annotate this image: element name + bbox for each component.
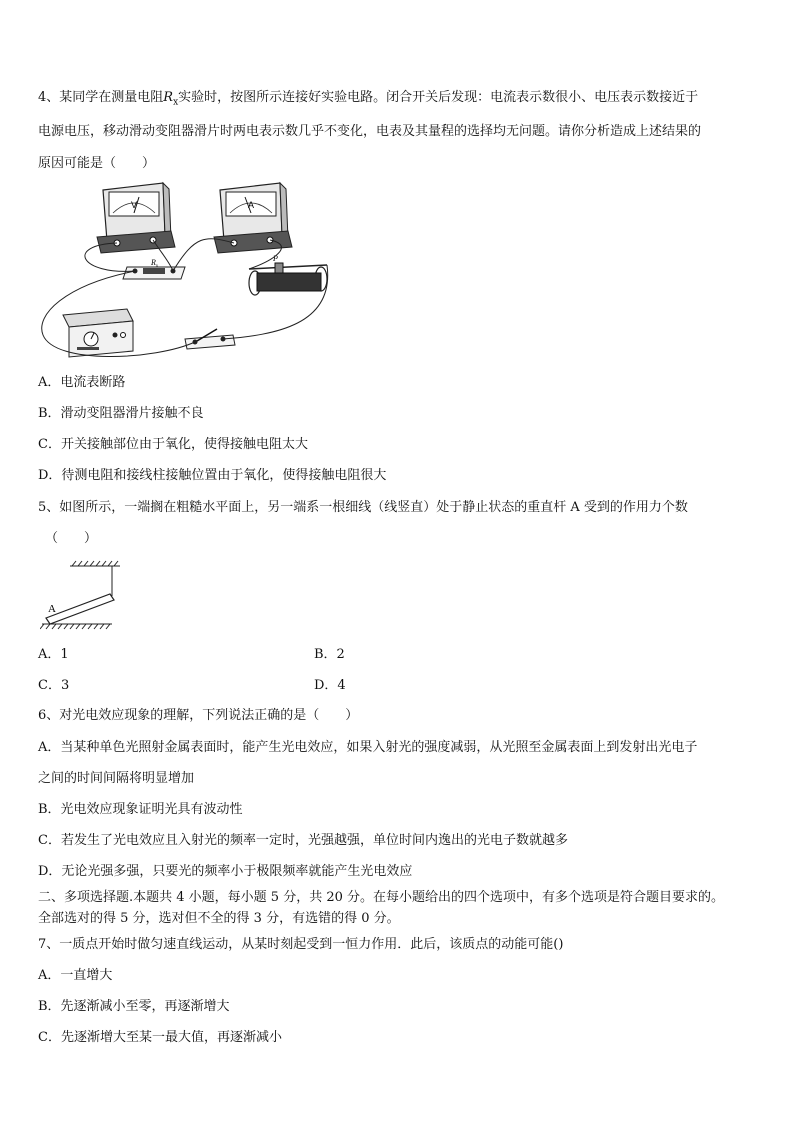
resistor-label: $R_x$ <box>151 258 159 269</box>
q4-stem-line1-post: 实验时，按图所示连接好实验电路。闭合开关后发现：电流表示数很小、电压表示数接近于 <box>178 90 699 105</box>
ammeter-icon <box>214 183 292 253</box>
q5-option-b: B．2 <box>314 647 345 662</box>
q6-option-d: D．无论光强多强，只要光的频率小于极限频率就能产生光电效应 <box>38 864 413 879</box>
q6-option-b: B．光电效应现象证明光具有波动性 <box>38 802 243 817</box>
q5-option-d: D．4 <box>314 678 346 693</box>
q5-stem-line1: 5、如图所示，一端搁在粗糙水平面上，另一端系一根细线（线竖直）处于静止状态的重直杆 A 受到的作用力个数 <box>38 500 688 515</box>
q5-rod-figure <box>40 560 130 632</box>
q4-stem-line2: 电源电压，移动滑动变阻器滑片时两电表示数几乎不变化，电表及其量程的选择均无问题。请你分析造成上述结果的 <box>38 124 702 139</box>
q4-option-b: B．滑动变阻器滑片接触不良 <box>38 406 204 421</box>
voltmeter-icon <box>97 183 175 253</box>
voltmeter-letter: V <box>131 200 138 210</box>
power-supply-icon <box>63 309 133 357</box>
q6-option-c: C．若发生了光电效应且入射光的频率一定时，光强越强，单位时间内逸出的光电子数就越多 <box>38 833 568 848</box>
rod-label: A <box>48 603 56 615</box>
rod-a <box>46 594 114 624</box>
q4-stem-line1 <box>38 90 698 111</box>
floor-hatch <box>40 624 112 629</box>
q4-stem-line3: 原因可能是（ ） <box>38 156 156 171</box>
resistor-rx-icon <box>123 258 185 279</box>
q5-stem-line2: （ ） <box>45 531 98 546</box>
q7-stem: 7、一质点开始时做匀速直线运动，从某时刻起受到一恒力作用．此后，该质点的动能可能() <box>38 937 564 952</box>
q4-circuit-figure <box>35 175 345 370</box>
slider-label: P <box>273 254 278 263</box>
rheostat-icon <box>249 254 327 295</box>
q4-option-c: C．开关接触部位由于氧化，使得接触电阻太大 <box>38 437 308 452</box>
q6-option-a-line2: 之间的时间间隔将明显增加 <box>38 771 195 786</box>
ceiling-hatch <box>70 561 120 566</box>
section2-line2: 全部选对的得 5 分，选对但不全的得 3 分，有选错的得 0 分。 <box>38 911 400 926</box>
rx-symbol: R <box>163 90 174 105</box>
q4-stem-line1-pre: 4、某同学在测量电阻 <box>38 90 164 105</box>
section2-line1: 二、多项选择题.本题共 4 小题，每小题 5 分，共 20 分。在每小题给出的四个选项中，有多个选项是符合题目要求的。 <box>38 890 725 905</box>
q4-option-d: D．待测电阻和接线柱接触位置由于氧化，使得接触电阻很大 <box>38 468 387 483</box>
q6-stem: 6、对光电效应现象的理解，下列说法正确的是（ ） <box>38 708 359 723</box>
q5-option-c: C．3 <box>38 678 70 693</box>
q7-option-c: C．先逐渐增大至某一最大值，再逐渐减小 <box>38 1030 282 1045</box>
q6-option-a-line1: A．当某种单色光照射金属表面时，能产生光电效应，如果入射光的强度减弱，从光照至金属表面上到发射出光电子 <box>38 740 698 755</box>
ammeter-letter: A <box>248 200 255 210</box>
rx-subscript: x <box>173 97 179 108</box>
q7-option-b: B．先逐渐减小至零，再逐渐增大 <box>38 999 230 1014</box>
q5-option-a: A．1 <box>38 647 69 662</box>
q7-option-a: A．一直增大 <box>38 968 113 983</box>
q4-option-a: A．电流表断路 <box>38 375 126 390</box>
